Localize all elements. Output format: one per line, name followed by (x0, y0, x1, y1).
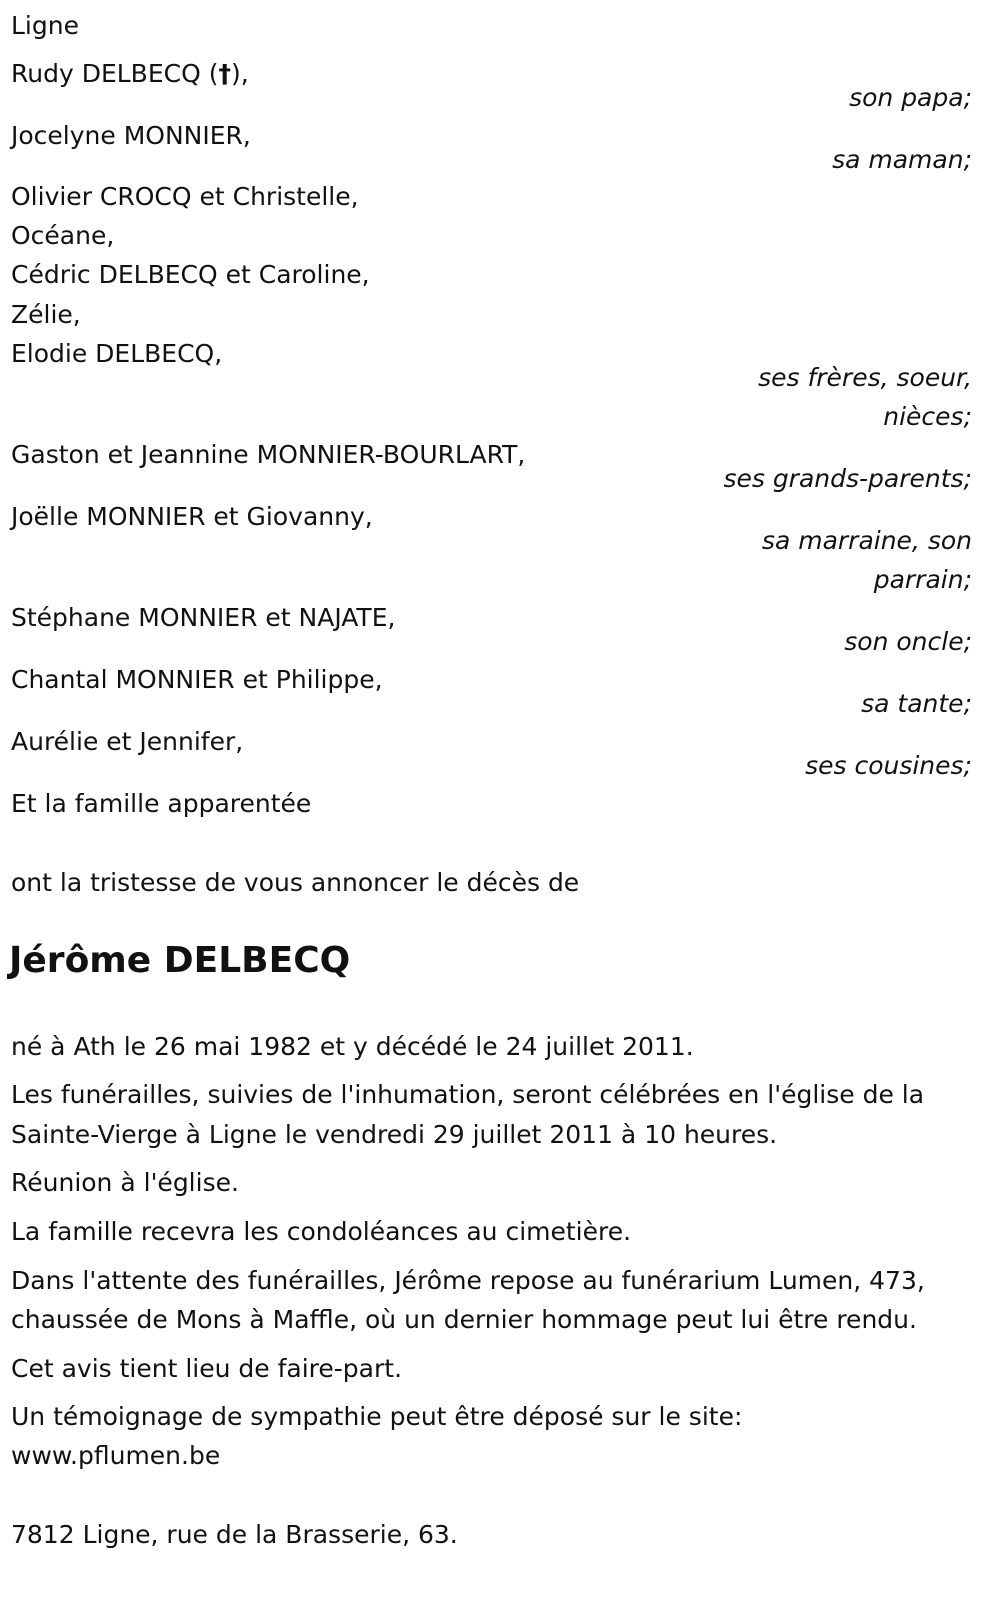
relation-label: sa marraine, son (761, 526, 972, 555)
family-member-godmother: Joëlle MONNIER et Giovanny, (11, 502, 373, 531)
repose-text: Dans l'attente des funérailles, Jérôme repose au funérarium Lumen, 473, (11, 1266, 925, 1295)
relation-label: ses frères, soeur, (758, 363, 972, 392)
condolences-text: La famille recevra les condoléances au cimetière. (11, 1217, 632, 1246)
family-member-cousins: Aurélie et Jennifer, (11, 727, 244, 756)
family-member-sibling: Elodie DELBECQ, (11, 339, 223, 368)
relation-label: parrain; (873, 565, 972, 594)
family-member-niece: Océane, (11, 221, 115, 250)
relation-label: son oncle; (844, 627, 972, 656)
relation-label: ses cousines; (805, 751, 972, 780)
announcement-text: ont la tristesse de vous annoncer le décès de (11, 868, 580, 897)
sympathy-text: Un témoignage de sympathie peut être déposé sur le site: (11, 1402, 743, 1431)
family-member-uncle: Stéphane MONNIER et NAJATE, (11, 603, 396, 632)
family-member-niece: Zélie, (11, 300, 81, 329)
birth-death-text: né à Ath le 26 mai 1982 et y décédé le 24 juillet 2011. (11, 1032, 694, 1061)
funeral-text: Sainte-Vierge à Ligne le vendredi 29 juillet 2011 à 10 heures. (11, 1120, 778, 1149)
relation-label: nièces; (883, 402, 972, 431)
meeting-text: Réunion à l'église. (11, 1168, 239, 1197)
family-member-aunt: Chantal MONNIER et Philippe, (11, 665, 383, 694)
family-member-sibling: Olivier CROCQ et Christelle, (11, 182, 359, 211)
cross-symbol: † (218, 59, 231, 88)
relation-label: ses grands-parents; (723, 464, 972, 493)
relation-label: sa maman; (832, 145, 972, 174)
relation-label: son papa; (849, 83, 972, 112)
family-member-mother: Jocelyne MONNIER, (11, 121, 251, 150)
family-member-sibling: Cédric DELBECQ et Caroline, (11, 260, 370, 289)
family-member-grandparents: Gaston et Jeannine MONNIER-BOURLART, (11, 440, 526, 469)
notice-text: Cet avis tient lieu de faire-part. (11, 1354, 403, 1383)
town-header: Ligne (11, 11, 79, 40)
relation-label: sa tante; (861, 689, 972, 718)
repose-text: chaussée de Mons à Maffle, où un dernier hommage peut lui être rendu. (11, 1305, 917, 1334)
sympathy-website-link[interactable]: www.pflumen.be (11, 1441, 221, 1470)
extended-family: Et la famille apparentée (11, 789, 312, 818)
family-member-father (11, 54, 249, 93)
family-member-name: Rudy DELBECQ ( (11, 59, 219, 88)
family-member-name-suffix: ), (230, 59, 249, 88)
funeral-text: Les funérailles, suivies de l'inhumation, seront célébrées en l'église de la (11, 1080, 925, 1109)
family-address: 7812 Ligne, rue de la Brasserie, 63. (11, 1520, 458, 1549)
deceased-name: Jérôme DELBECQ (9, 940, 351, 981)
